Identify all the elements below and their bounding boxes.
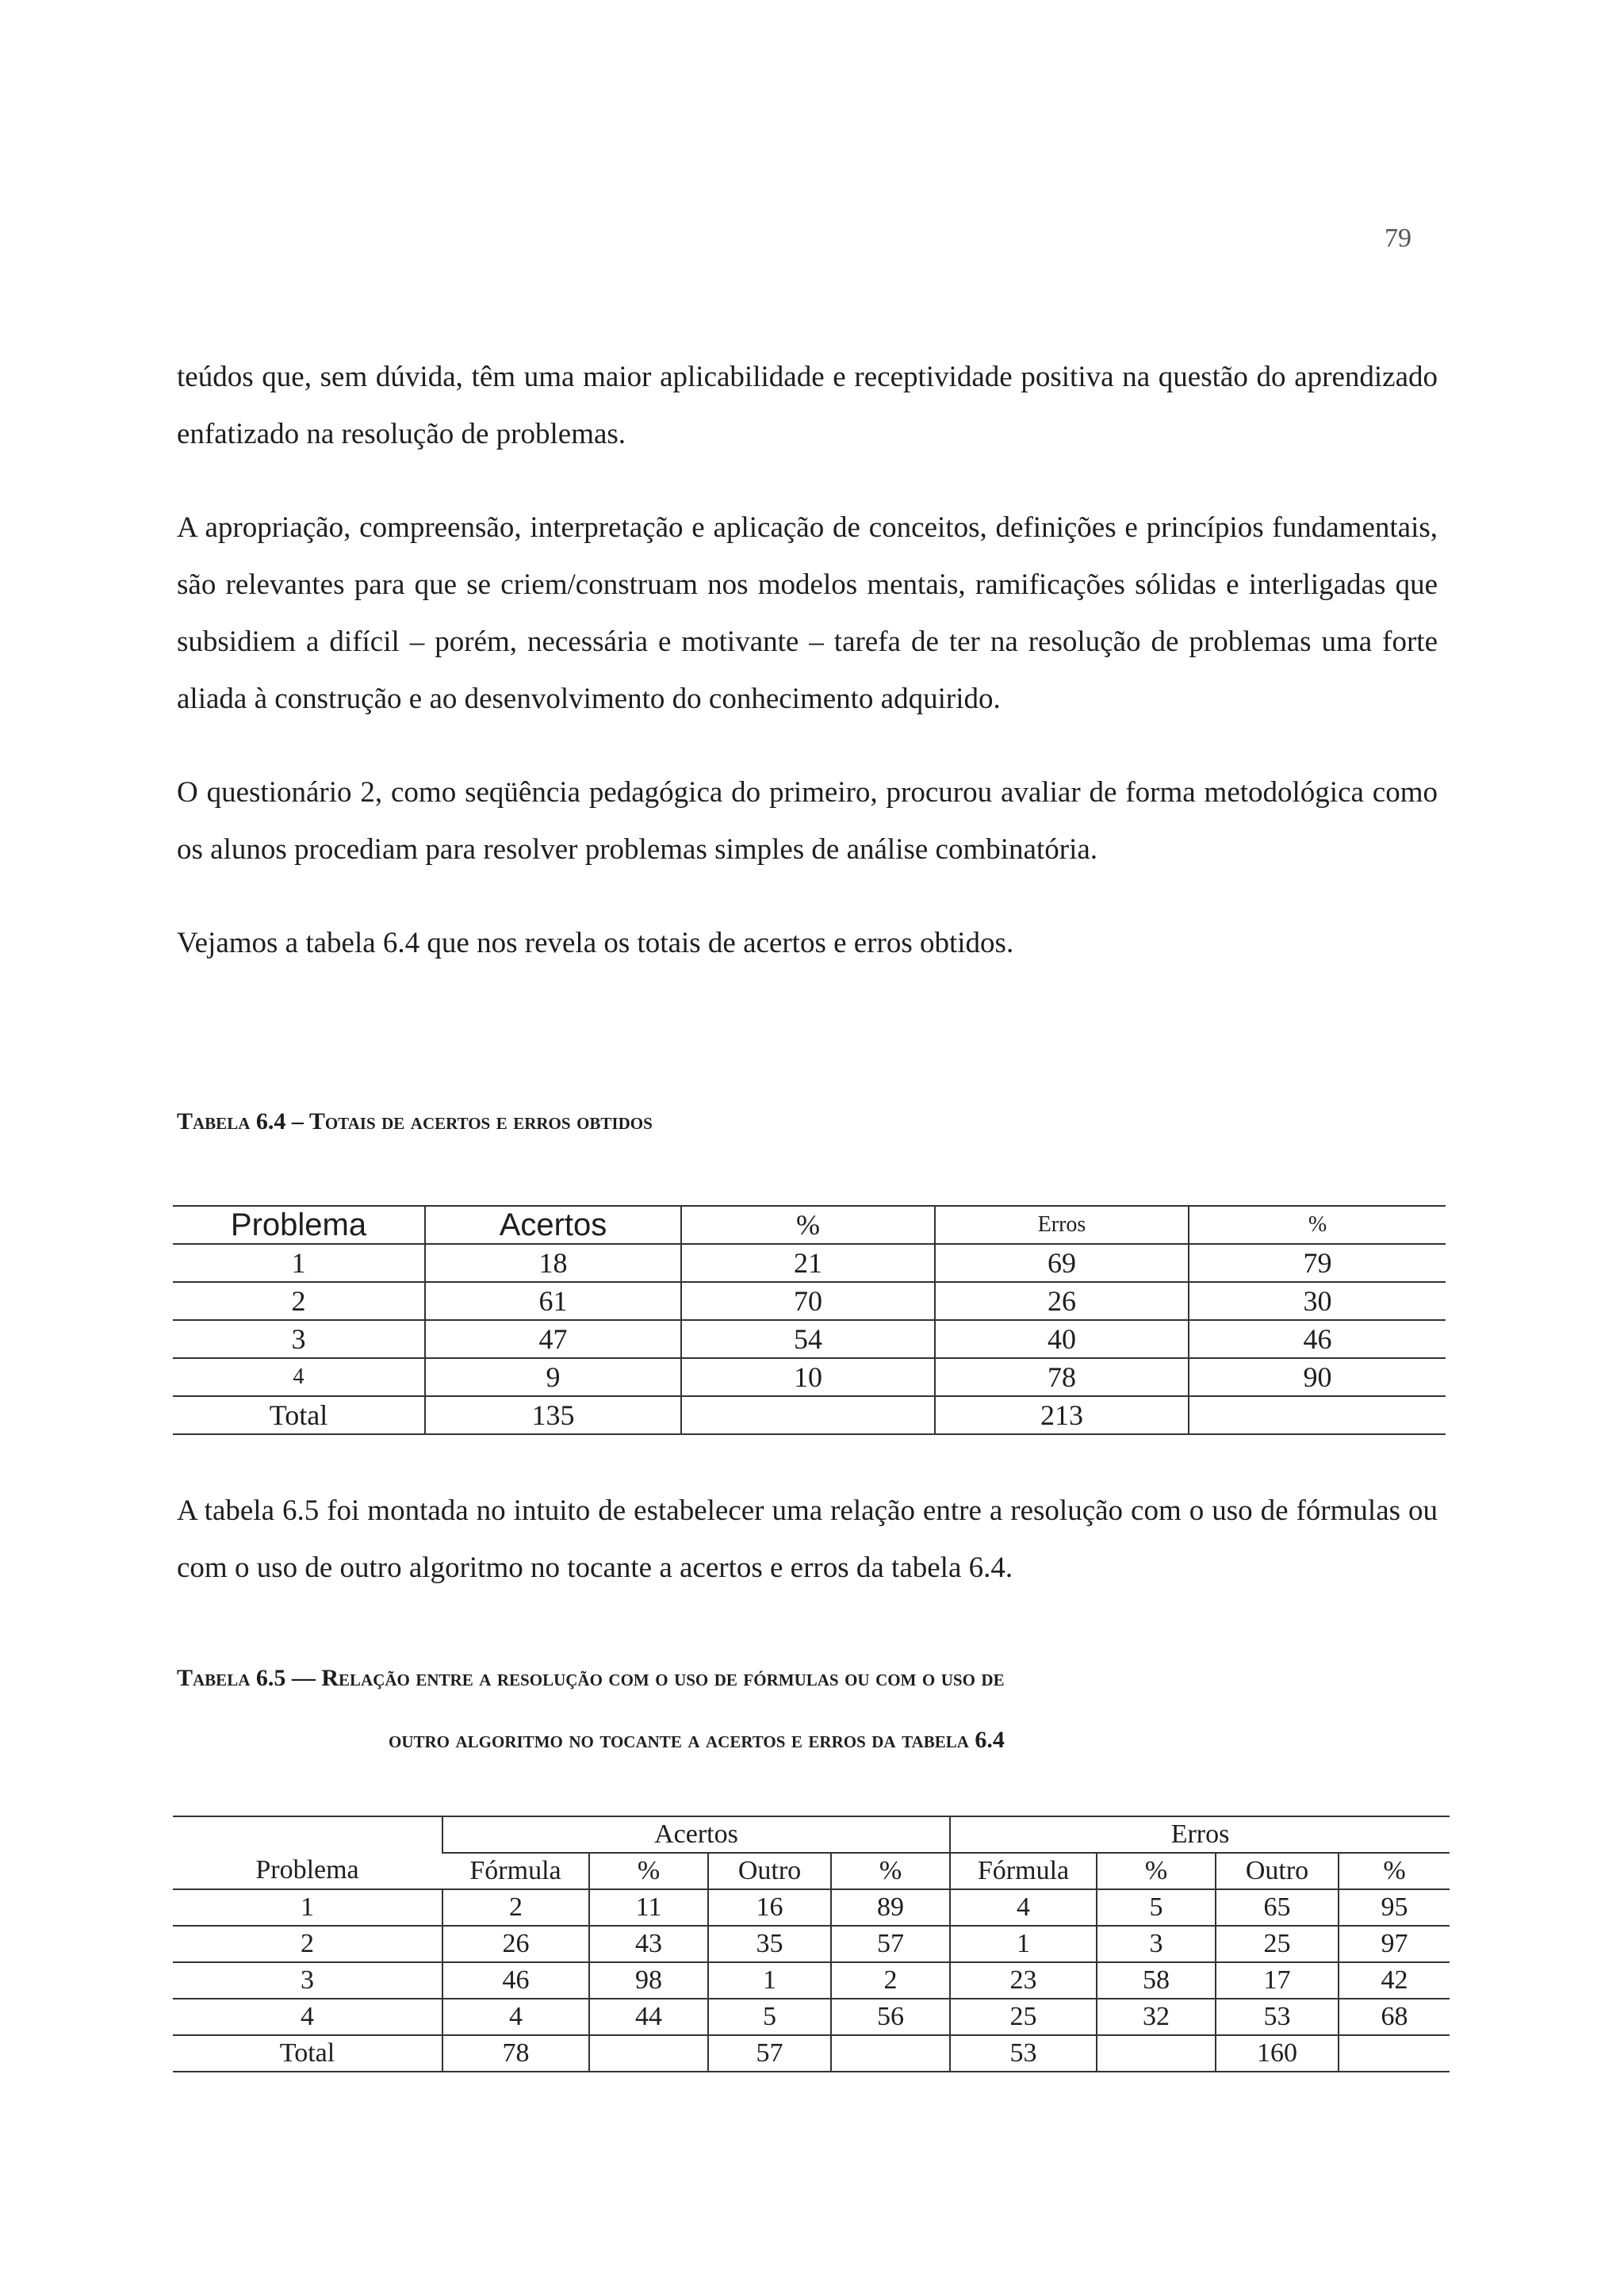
subheader-acertos-outro: Outro — [708, 1853, 831, 1889]
cell: 213 — [935, 1396, 1189, 1434]
cell: 3 — [1097, 1926, 1216, 1962]
cell: 2 — [442, 1889, 589, 1926]
cell: 65 — [1216, 1889, 1339, 1926]
table-row — [173, 1358, 1446, 1396]
cell: 160 — [1216, 2035, 1339, 2072]
cell: 54 — [681, 1320, 935, 1358]
cell: 78 — [442, 2035, 589, 2072]
body-text — [177, 349, 1438, 972]
table-row — [173, 1926, 1450, 1962]
header-group-erros: Erros — [950, 1816, 1450, 1853]
cell: 5 — [708, 1999, 831, 2035]
cell: 69 — [935, 1244, 1189, 1282]
cell — [681, 1396, 935, 1434]
cell: 1 — [708, 1962, 831, 1999]
subheader-erros-formula-percent: % — [1097, 1853, 1216, 1889]
cell: 25 — [1216, 1926, 1339, 1962]
cell: 26 — [442, 1926, 589, 1962]
cell: 23 — [950, 1962, 1097, 1999]
cell: 47 — [425, 1320, 681, 1358]
cell: 16 — [708, 1889, 831, 1926]
header-erros: Erros — [935, 1206, 1189, 1244]
paragraph-4: Vejamos a tabela 6.4 que nos revela os totais de acertos e erros obtidos. — [177, 927, 1014, 959]
cell: 44 — [589, 1999, 708, 2035]
table-row — [173, 1962, 1450, 1999]
cell: 32 — [1097, 1999, 1216, 2035]
cell: 2 — [173, 1926, 442, 1962]
table-6-5 — [173, 1816, 1450, 2072]
cell: 95 — [1339, 1889, 1450, 1926]
cell: 4 — [173, 1999, 442, 2035]
cell: 4 — [442, 1999, 589, 2035]
cell: 57 — [708, 2035, 831, 2072]
cell: 5 — [1097, 1889, 1216, 1926]
cell: Total — [173, 1396, 425, 1434]
table-row — [173, 1999, 1450, 2035]
table-row — [173, 1282, 1446, 1320]
header-group-acertos: Acertos — [442, 1816, 950, 1853]
cell: 21 — [681, 1244, 935, 1282]
cell: 78 — [935, 1358, 1189, 1396]
header-erros-percent: % — [1189, 1206, 1446, 1244]
subheader-acertos-formula: Fórmula — [442, 1853, 589, 1889]
cell: 10 — [681, 1358, 935, 1396]
cell — [1189, 1396, 1446, 1434]
table-row-total — [173, 2035, 1450, 2072]
cell: 57 — [831, 1926, 950, 1962]
body-text-2 — [177, 1483, 1438, 1597]
header-problema: Problema — [173, 1816, 442, 1889]
cell: 18 — [425, 1244, 681, 1282]
cell: 4 — [173, 1358, 425, 1396]
cell: 25 — [950, 1999, 1097, 2035]
page-number: 79 — [1385, 224, 1411, 253]
cell: 40 — [935, 1320, 1189, 1358]
cell — [831, 2035, 950, 2072]
cell: 46 — [1189, 1320, 1446, 1358]
cell: 1 — [173, 1889, 442, 1926]
cell: 43 — [589, 1926, 708, 1962]
paragraph-3: O questionário 2, como seqüência pedagógica do primeiro, procurou avaliar de forma metodológica como os alunos procediam para resolver problemas simples de análise combinatória. — [177, 776, 1438, 866]
cell: 46 — [442, 1962, 589, 1999]
table-6-5-caption-line-1: Tabela 6.5 — Relação entre a resolução com o uso de fórmulas ou com o uso de — [177, 1665, 1005, 1691]
cell: 79 — [1189, 1244, 1446, 1282]
cell: 3 — [173, 1320, 425, 1358]
cell: 2 — [173, 1282, 425, 1320]
table-row-total — [173, 1396, 1446, 1434]
table-6-5-caption-line-2: outro algoritmo no tocante a acertos e erros da tabela 6.4 — [389, 1727, 1005, 1753]
cell: 61 — [425, 1282, 681, 1320]
cell: 58 — [1097, 1962, 1216, 1999]
cell: 17 — [1216, 1962, 1339, 1999]
cell: 35 — [708, 1926, 831, 1962]
subheader-erros-outro: Outro — [1216, 1853, 1339, 1889]
table-6-5-group-row — [173, 1816, 1450, 1853]
header-problema: Problema — [173, 1206, 425, 1244]
cell: 11 — [589, 1889, 708, 1926]
paragraph-2: A apropriação, compreensão, interpretação e aplicação de conceitos, definições e princípios fundamentais, são relevantes para que se criem/construam nos modelos mentais, ramificações sólidas e interligadas que subsidiem a difícil – porém, necessária e motivante – tarefa de ter na resolução de problemas uma forte aliada à construção e ao desenvolvimento do conhecimento adquirido. — [177, 511, 1438, 715]
cell: 1 — [950, 1926, 1097, 1962]
table-6-4-header-row — [173, 1206, 1446, 1244]
cell — [1339, 2035, 1450, 2072]
header-acertos: Acertos — [425, 1206, 681, 1244]
cell: 3 — [173, 1962, 442, 1999]
cell: 70 — [681, 1282, 935, 1320]
cell: 53 — [950, 2035, 1097, 2072]
subheader-acertos-formula-percent: % — [589, 1853, 708, 1889]
cell: 30 — [1189, 1282, 1446, 1320]
cell: 56 — [831, 1999, 950, 2035]
header-acertos-percent: % — [681, 1206, 935, 1244]
subheader-acertos-outro-percent: % — [831, 1853, 950, 1889]
cell: Total — [173, 2035, 442, 2072]
subheader-erros-formula: Fórmula — [950, 1853, 1097, 1889]
table-row — [173, 1244, 1446, 1282]
paragraph-1: teúdos que, sem dúvida, têm uma maior aplicabilidade e receptividade positiva na questão do aprendizado enfatizado na resolução de problemas. — [177, 361, 1438, 450]
table-6-4 — [173, 1205, 1446, 1435]
cell: 89 — [831, 1889, 950, 1926]
cell: 9 — [425, 1358, 681, 1396]
cell: 68 — [1339, 1999, 1450, 2035]
cell: 42 — [1339, 1962, 1450, 1999]
cell: 53 — [1216, 1999, 1339, 2035]
subheader-erros-outro-percent: % — [1339, 1853, 1450, 1889]
cell: 97 — [1339, 1926, 1450, 1962]
paragraph-5: A tabela 6.5 foi montada no intuito de estabelecer uma relação entre a resolução com o uso de fórmulas ou com o uso de outro algoritmo no tocante a acertos e erros da tabela 6.4. — [177, 1494, 1438, 1584]
cell: 26 — [935, 1282, 1189, 1320]
cell — [1097, 2035, 1216, 2072]
cell: 135 — [425, 1396, 681, 1434]
cell: 2 — [831, 1962, 950, 1999]
cell: 98 — [589, 1962, 708, 1999]
cell — [589, 2035, 708, 2072]
cell: 90 — [1189, 1358, 1446, 1396]
table-row — [173, 1320, 1446, 1358]
cell: 4 — [950, 1889, 1097, 1926]
cell: 1 — [173, 1244, 425, 1282]
table-row — [173, 1889, 1450, 1926]
table-6-4-caption: Tabela 6.4 – Totais de acertos e erros obtidos — [177, 1108, 653, 1135]
